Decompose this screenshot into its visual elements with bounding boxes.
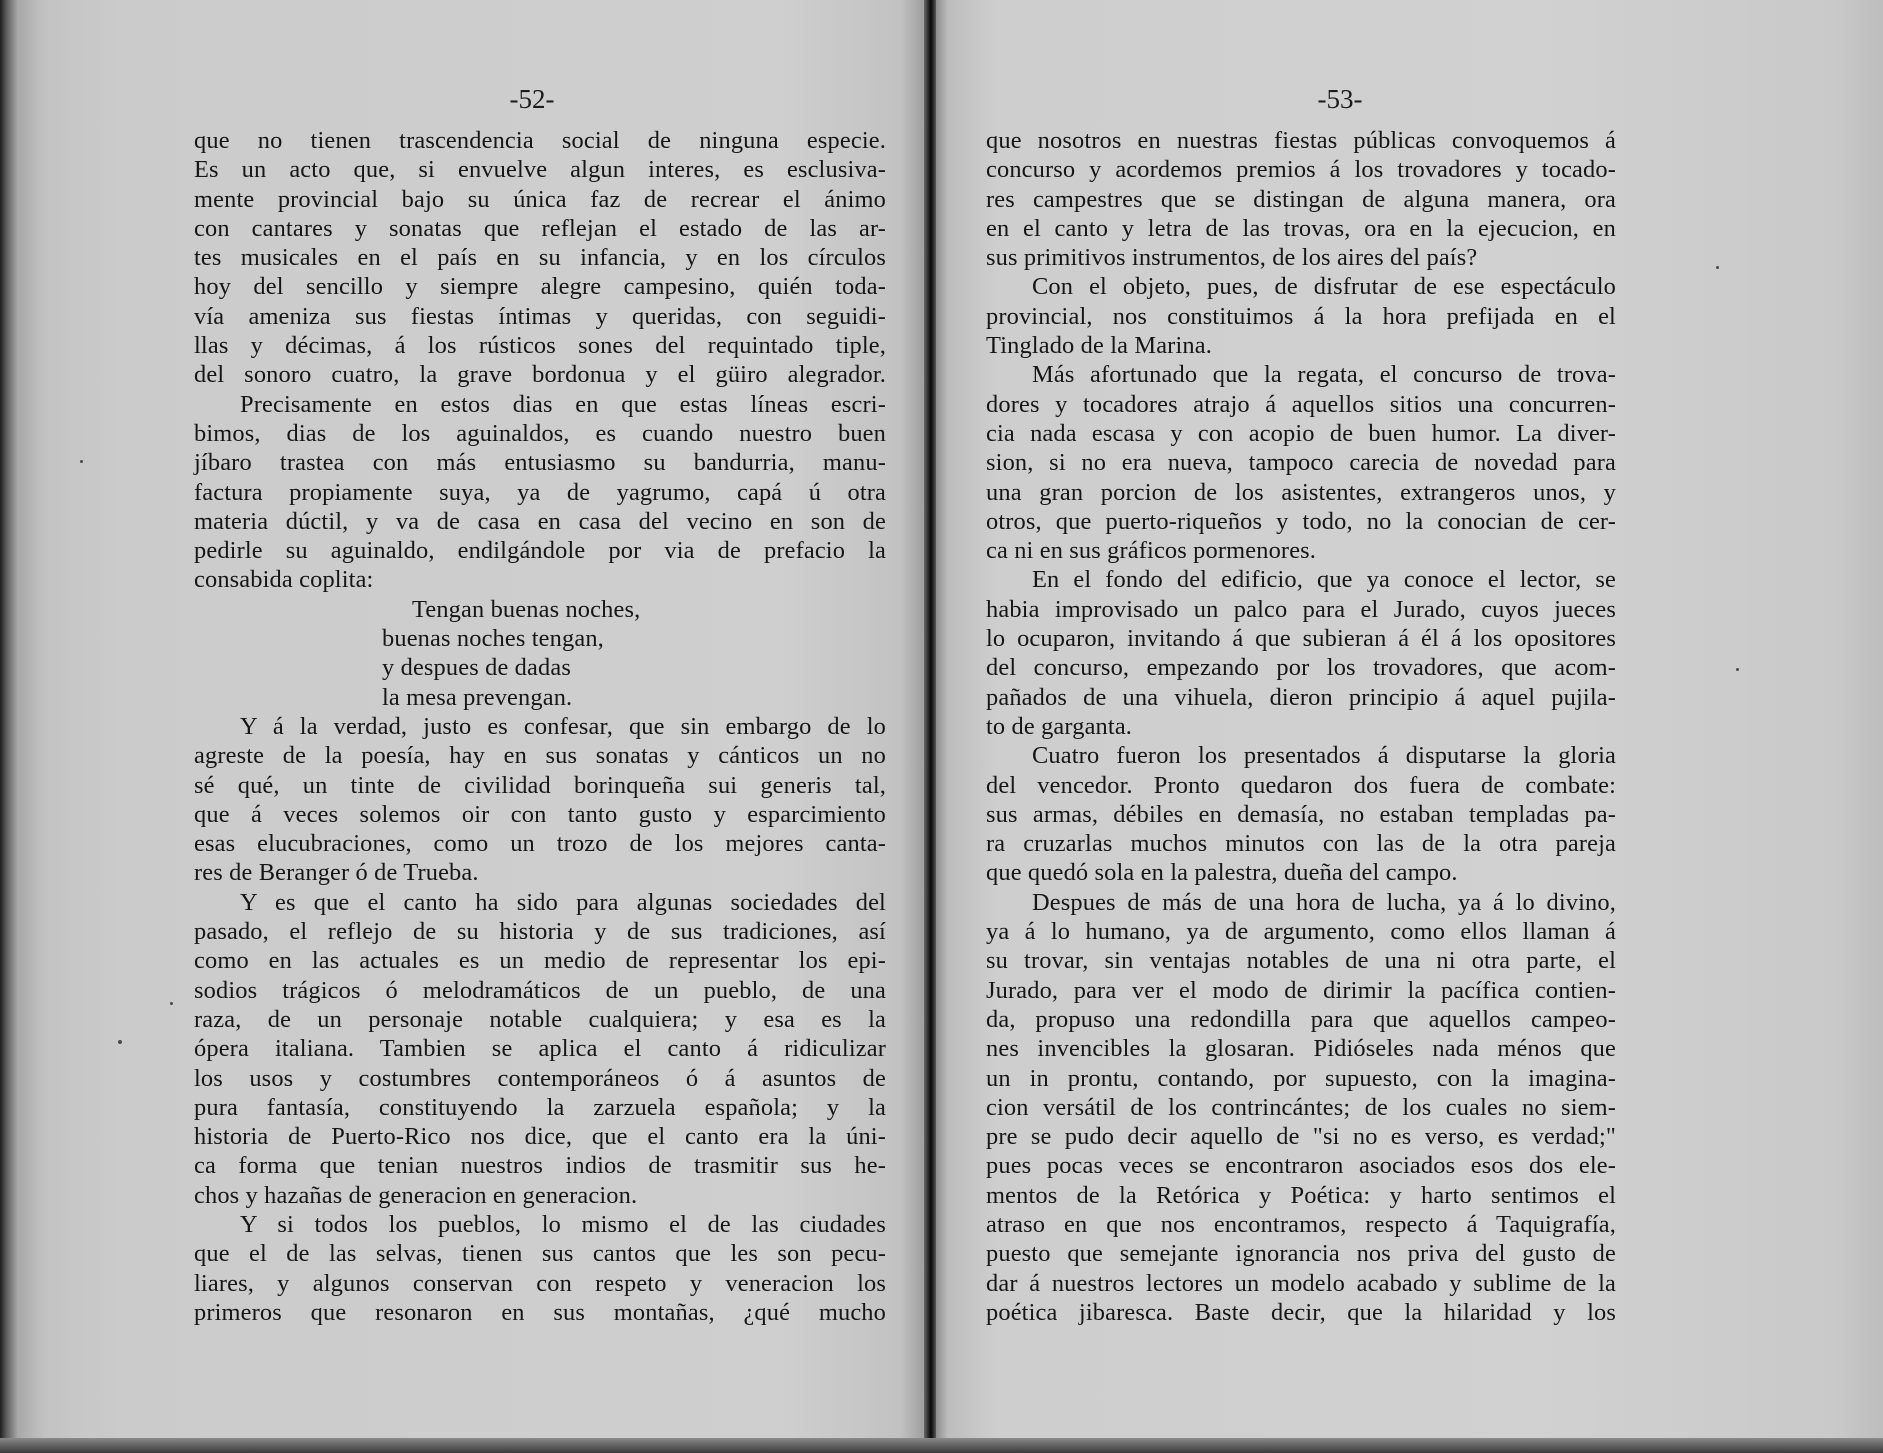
text-line: Tinglado de la Marina. <box>986 332 1212 360</box>
text-line: mentos de la Retórica y Poética: y harto sentimos el <box>986 1181 1616 1209</box>
left-page-text <box>194 126 886 1327</box>
text-line: llas y décimas, á los rústicos sones del requintado tiple, <box>194 332 886 360</box>
text-line: sodios trágicos ó melodramáticos de un pueblo, de una <box>194 976 886 1004</box>
paper-speck <box>80 460 83 463</box>
text-line: Con el objeto, pues, de disfrutar de ese espectáculo <box>1032 273 1616 301</box>
right-page <box>936 0 1883 1453</box>
text-line: pasado, el reflejo de su historia y de sus tradiciones, así <box>194 918 886 946</box>
text-line: provincial, nos constituimos á la hora prefijada en el <box>986 302 1616 330</box>
text-line: to de garganta. <box>986 712 1133 740</box>
text-line: tes musicales en el país en su infancia, y en los círculos <box>194 244 886 272</box>
text-line: hoy del sencillo y siempre alegre campesino, quién toda- <box>194 273 886 301</box>
text-line: pedirle su aguinaldo, endilgándole por via de prefacio la <box>194 537 886 565</box>
verse-line: buenas noches tengan, <box>382 625 604 653</box>
text-line: liares, y algunos conservan con respeto y veneracion los <box>194 1269 886 1297</box>
text-line: una gran porcion de los asistentes, extrangeros unos, y <box>986 478 1616 506</box>
text-line: pre se pudo decir aquello de "si no es verso, es verdad;" <box>986 1123 1616 1151</box>
text-line: un in prontu, contando, por supuesto, con la imagina- <box>986 1064 1616 1092</box>
text-line: primeros que resonaron en sus montañas, ¿qué mucho <box>194 1298 886 1326</box>
text-line: Precisamente en estos dias en que estas líneas escri- <box>240 390 886 418</box>
text-line: consabida coplita: <box>194 566 374 594</box>
text-line: jíbaro trastea con más entusiasmo su bandurria, manu- <box>194 449 886 477</box>
text-line: con cantares y sonatas que reflejan el estado de las ar- <box>194 214 886 242</box>
text-line: en el canto y letra de las trovas, ora en la ejecucion, en <box>986 214 1616 242</box>
text-line: ca ni en sus gráficos pormenores. <box>986 537 1317 565</box>
page-number-right: -53- <box>1317 84 1363 114</box>
text-line: concurso y acordemos premios á los trovadores y tocado- <box>986 156 1616 184</box>
text-line: Y á la verdad, justo es confesar, que sin embargo de lo <box>240 712 886 740</box>
text-line: pura fantasía, constituyendo la zarzuela española; y la <box>194 1093 886 1121</box>
text-line: otros, que puerto-riqueños y todo, no la conocian de cer- <box>986 507 1616 535</box>
text-line: Y es que el canto ha sido para algunas sociedades del <box>240 888 886 916</box>
text-line: dar á nuestros lectores un modelo acabado y sublime de la <box>986 1269 1616 1297</box>
text-line: Y si todos los pueblos, lo mismo el de las ciudades <box>240 1210 886 1238</box>
paper-speck <box>1736 668 1739 671</box>
text-line: puesto que semejante ignorancia nos priva del gusto de <box>986 1240 1616 1268</box>
text-line: atraso en que nos encontramos, respecto á Taquigrafía, <box>986 1210 1616 1238</box>
text-line: materia dúctil, y va de casa en casa del vecino en son de <box>194 507 886 535</box>
text-line: habia improvisado un palco para el Jurado, cuyos jueces <box>986 595 1616 623</box>
text-line: ópera italiana. Tambien se aplica el canto á ridiculizar <box>194 1035 886 1063</box>
text-line: Más afortunado que la regata, el concurso de trova- <box>1032 361 1616 389</box>
text-line: del vencedor. Pronto quedaron dos fuera de combate: <box>986 771 1616 799</box>
text-line: chos y hazañas de generacion en generacion. <box>194 1181 638 1209</box>
text-line: agreste de la poesía, hay en sus sonatas y cánticos un no <box>194 742 886 770</box>
text-line: Es un acto que, si envuelve algun interes, es esclusiva- <box>194 156 886 184</box>
paper-speck <box>170 1002 173 1005</box>
text-line: ra cruzarlas muchos minutos con las de la otra pareja <box>986 830 1616 858</box>
text-line: pues pocas veces se encontraron asociados esos dos ele- <box>986 1152 1616 1180</box>
text-line: como en las actuales es un medio de representar los epi- <box>194 947 886 975</box>
page-number-left: -52- <box>509 84 555 114</box>
text-line: dores y tocadores atrajo á aquellos sitios una concurren- <box>986 390 1616 418</box>
text-line: su trovar, sin ventajas notables de una ni otra parte, el <box>986 947 1616 975</box>
text-line: Despues de más de una hora de lucha, ya á lo divino, <box>1032 888 1616 916</box>
text-line: del sonoro cuatro, la grave bordonua y el güiro alegrador. <box>194 361 886 389</box>
text-line: nes invencibles la glosaran. Pidióseles nada ménos que <box>986 1035 1616 1063</box>
text-line: historia de Puerto-Rico nos dice, que el canto era la úni- <box>194 1123 886 1151</box>
text-line: ya á lo humano, ya de argumento, como ellos llaman á <box>986 918 1616 946</box>
text-line: sion, si no era nueva, tampoco carecia de novedad para <box>986 449 1616 477</box>
text-line: poética jibaresca. Baste decir, que la hilaridad y los <box>986 1298 1616 1326</box>
text-line: bimos, dias de los aguinaldos, es cuando nuestro buen <box>194 419 886 447</box>
verse-line: y despues de dadas <box>382 654 571 682</box>
text-line: mente provincial bajo su única faz de recrear el ánimo <box>194 185 886 213</box>
text-line: cia nada escasa y con acopio de buen humor. La diver- <box>986 419 1616 447</box>
text-line: En el fondo del edificio, que ya conoce el lector, se <box>1032 566 1616 594</box>
text-line: del concurso, empezando por los trovadores, que acom- <box>986 654 1616 682</box>
text-line: sé qué, un tinte de civilidad borinqueña sui generis tal, <box>194 771 886 799</box>
paper-speck <box>1716 266 1719 269</box>
text-line: res campestres que se distingan de alguna manera, ora <box>986 185 1616 213</box>
text-line: lo ocuparon, invitando á que subieran á él á los opositores <box>986 625 1616 653</box>
text-line: sus armas, débiles en demasía, no estaban templadas pa- <box>986 800 1616 828</box>
text-line: pañados de una vihuela, dieron principio á aquel pujila- <box>986 683 1616 711</box>
text-line: que á veces solemos oir con tanto gusto y esparcimiento <box>194 800 886 828</box>
text-line: Cuatro fueron los presentados á disputarse la gloria <box>1032 742 1616 770</box>
text-line: esas elucubraciones, como un trozo de los mejores canta- <box>194 830 886 858</box>
page-bottom-edge <box>0 1438 1883 1453</box>
text-line: que nosotros en nuestras fiestas públicas convoquemos á <box>986 127 1616 154</box>
text-line: da, propuso una redondilla para que aquellos campeo- <box>986 1005 1616 1033</box>
left-page <box>0 0 926 1453</box>
text-line: Jurado, para ver el modo de dirimir la pacífica contien- <box>986 976 1616 1004</box>
text-line: factura propiamente suya, ya de yagrumo, capá ú otra <box>194 478 886 506</box>
paper-speck <box>118 1040 122 1044</box>
text-line: raza, de un personaje notable cualquiera; y esa es la <box>194 1005 886 1033</box>
text-line: que quedó sola en la palestra, dueña del campo. <box>986 859 1458 887</box>
text-line: res de Beranger ó de Trueba. <box>194 859 479 887</box>
text-line: sus primitivos instrumentos, de los aires del país? <box>986 244 1478 272</box>
verse-line: la mesa prevengan. <box>382 683 573 711</box>
text-line: los usos y costumbres contemporáneos ó á asuntos de <box>194 1064 886 1092</box>
text-line: que no tienen trascendencia social de ninguna especie. <box>194 127 886 154</box>
text-line: ca forma que tenian nuestros indios de trasmitir sus he- <box>194 1152 886 1180</box>
text-line: que el de las selvas, tienen sus cantos que les son pecu- <box>194 1240 886 1268</box>
right-page-text <box>986 126 1616 1327</box>
text-line: cion versátil de los contrincántes; de los cuales no siem- <box>986 1093 1616 1121</box>
verse-line: Tengan buenas noches, <box>412 595 641 623</box>
text-line: vía ameniza sus fiestas íntimas y queridas, con seguidi- <box>194 302 886 330</box>
